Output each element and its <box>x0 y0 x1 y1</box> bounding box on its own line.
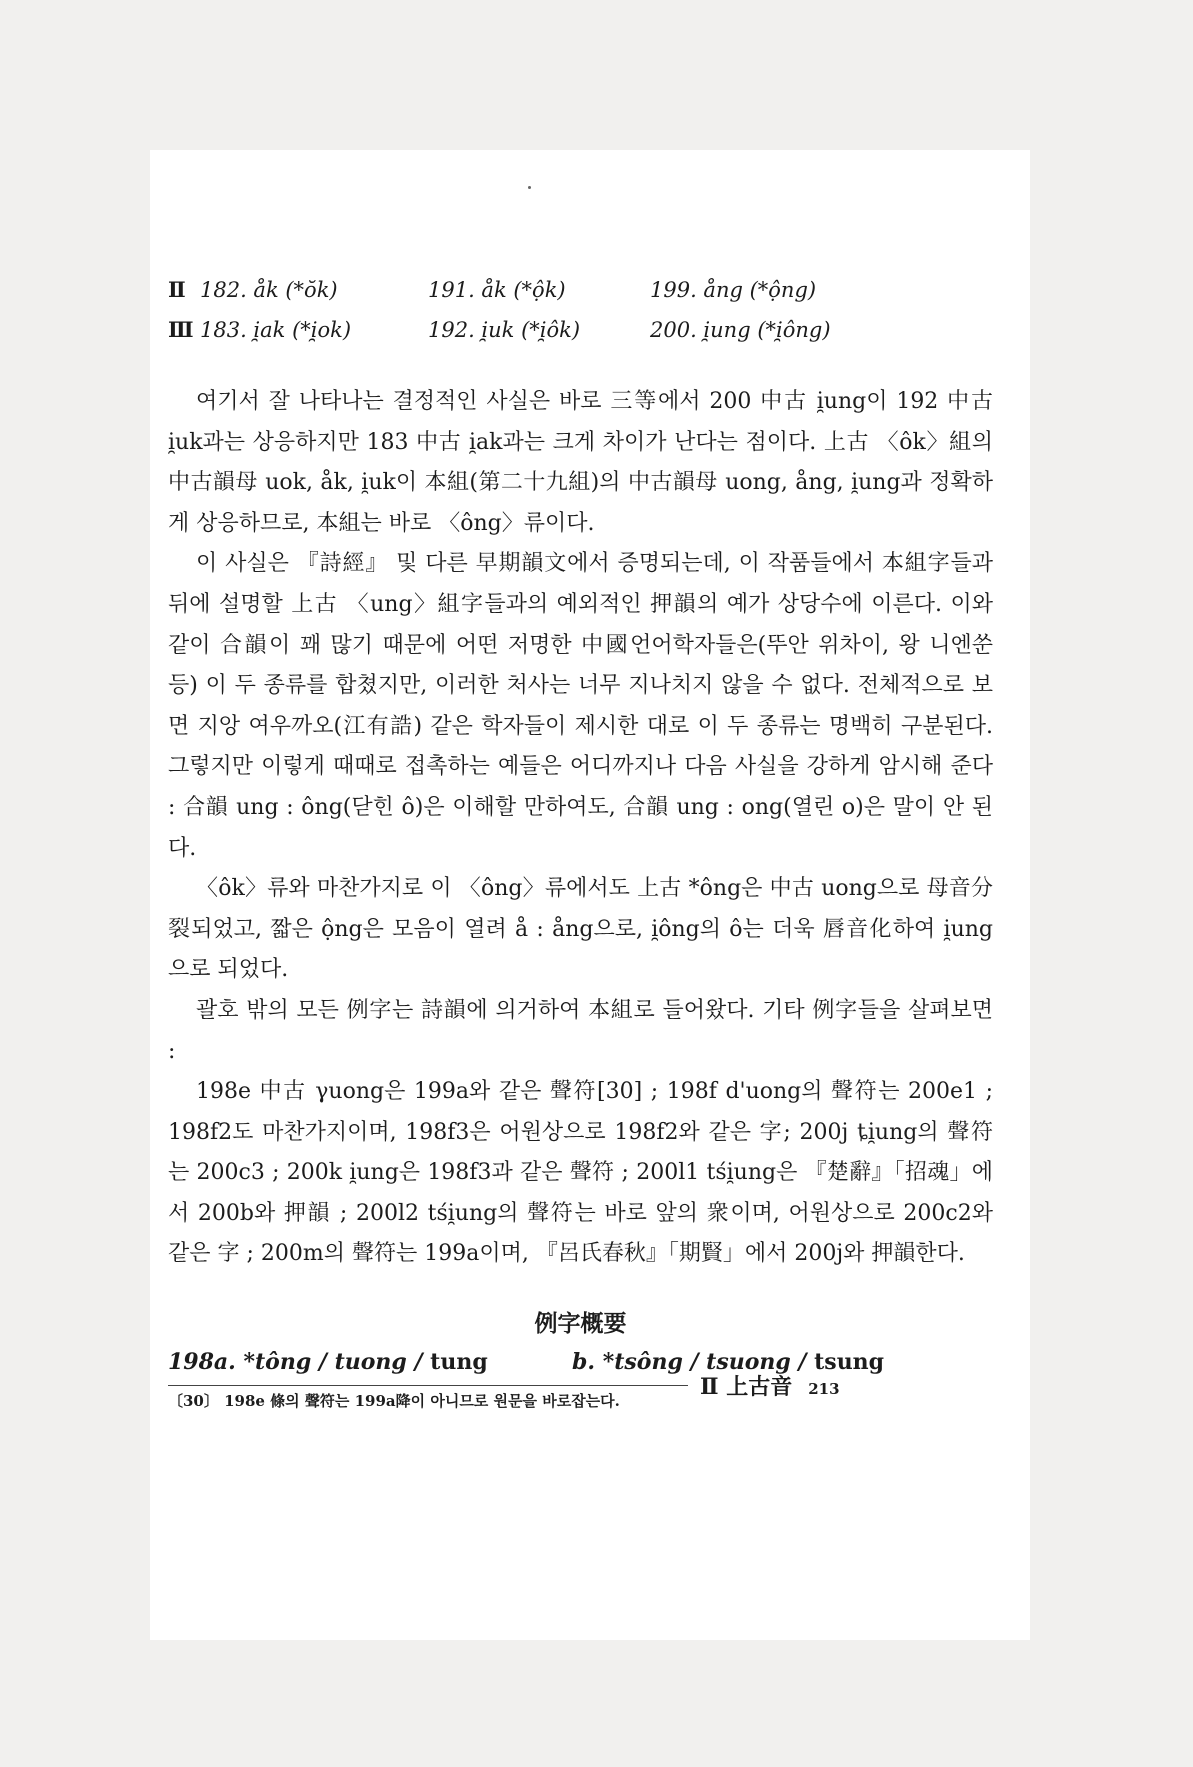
examples-paragraph <box>168 1072 993 1275</box>
rhyme-entry: 182. åk (*ŏk) <box>200 278 338 302</box>
page-number: 213 <box>808 1380 840 1398</box>
classification-row <box>168 310 993 350</box>
running-section: Ⅱ 上古音 <box>700 1374 793 1400</box>
example-entry-row <box>168 1343 993 1381</box>
classification-row <box>168 270 993 310</box>
rhyme-entry: 200. i̯ung (*i̯ông) <box>650 318 831 342</box>
body-paragraph: 〈ôk〉류와 마찬가지로 이 〈ông〉류에서도 上古 *ông은 中古 uong으로 母音分裂되었고, 짧은 ộng은 모음이 열려 å : ång으로, i̯ông의 ô는 더욱 唇音化하여 i̯ung으로 되었다. <box>168 876 993 983</box>
section-heading: 例字概要 <box>534 1310 627 1338</box>
entry-reconstruction: *tsông / tsuong / <box>602 1349 807 1376</box>
entry-label: 198a. <box>168 1349 236 1376</box>
examples-text: 198e 中古 γuong은 199a와 같은 聲符[30] ; 198f d'uong의 聲符는 200e1 ; 198f2도 마찬가지이며, 198f3은 어원상으로 198f2와 같은 字; 200j ȶi̯ung의 聲符는 200c3 ; 200k i̯ung은 198f3과 같은 聲符 ; 200l1 tśi̯ung은 『楚辭』「招魂」에서 200b와 押韻 ; 200l2 tśi̯ung의 聲符는 바로 앞의 衆이며, 어원상으로 200c2와 같은 字 ; 200m의 聲符는 199a이며, 『呂氏春秋』「期賢」에서 200j와 押韻한다. <box>168 1079 993 1267</box>
rhyme-entry: 191. åk (*ộk) <box>428 278 566 302</box>
body-paragraph: 여기서 잘 나타나는 결정적인 사실은 바로 三等에서 200 中古 i̯ung이 192 中古 i̯uk과는 상응하지만 183 中古 i̯ak과는 크게 차이가 난다는 점이다. 上古 〈ôk〉組의 中古韻母 uok, åk, i̯uk이 本組(第二十九組)의 中古韻母 uong, ång, i̯ung과 정확하게 상응하므로, 本組는 바로 〈ông〉류이다. <box>168 389 993 536</box>
running-head <box>700 1370 840 1401</box>
page-content <box>168 270 993 1416</box>
entry-label: b. <box>572 1349 596 1376</box>
example-entry-a <box>168 1343 572 1381</box>
rhyme-entry: 183. i̯ak (*i̯ok) <box>200 318 352 342</box>
division-numeral: Ⅲ <box>168 317 194 342</box>
entry-reconstruction: *tông / tuong / <box>243 1349 423 1376</box>
scan-speck <box>528 186 531 189</box>
entry-modern: tung <box>430 1349 488 1376</box>
footnote: 〔30〕 198e 條의 聲符는 199a降이 아니므로 원문을 바로잡는다. <box>168 1392 620 1411</box>
rhyme-entry: 199. ång (*ộng) <box>650 278 817 302</box>
division-numeral: Ⅱ <box>168 277 186 302</box>
entry-modern: tsung <box>814 1349 885 1376</box>
rhyme-entry: 192. i̯uk (*i̯ôk) <box>428 318 581 342</box>
body-paragraph: 괄호 밖의 모든 例字는 詩韻에 의거하여 本組로 들어왔다. 기타 例字들을 살펴보면 : <box>168 997 993 1064</box>
classification-table <box>168 270 993 350</box>
body-paragraph: 이 사실은 『詩經』 및 다른 早期韻文에서 증명되는데, 이 작품들에서 本組字들과 뒤에 설명할 上古 〈ung〉組字들과의 예외적인 押韻의 예가 상당수에 이른다. 이와 같이 合韻이 꽤 많기 때문에 어떤 저명한 中國언어학자들은(뚜안 위차이, 왕 니엔쑨 등) 이 두 종류를 합쳤지만, 이러한 처사는 너무 지나치지 않을 수 없다. 전체적으로 보면 지앙 여우까오(江有誥) 같은 학자들이 제시한 대로 이 두 종류는 명백히 구분된다. 그렇지만 이렇게 때때로 접촉하는 예들은 어디까지나 다음 사실을 강하게 암시해 준다 : 合韻 ung : ông(닫힌 ô)은 이해할 만하여도, 合韻 ung : ong(열린 o)은 말이 안 된다. <box>168 551 993 861</box>
